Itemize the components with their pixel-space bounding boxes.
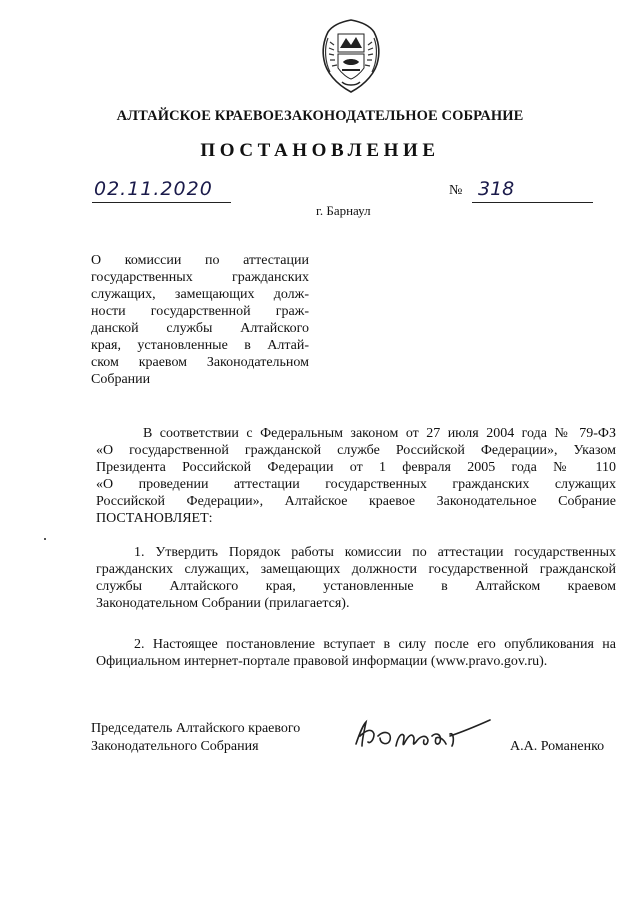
preamble-paragraph <box>96 425 616 527</box>
scan-speck <box>44 538 46 540</box>
subject-line: Собрании <box>91 372 151 387</box>
subject-line: ности государственной граж- <box>91 304 309 319</box>
subject-line: ском краевом Законодательном <box>91 355 309 370</box>
paragraph-line: службы Алтайского края, установленные в Алтайском краевом <box>96 579 616 594</box>
document-subject <box>91 252 309 388</box>
paragraph-line: ПОСТАНОВЛЯЕТ: <box>96 511 213 526</box>
subject-line: служащих, замещающих долж- <box>91 287 309 302</box>
document-type-title: ПОСТАНОВЛЕНИЕ <box>200 140 440 161</box>
paragraph-line: Российской Федерации», Алтайское краевое Законодательное Собрание <box>96 494 616 509</box>
paragraph-line: Президента Российской Федерации от 1 февраля 2005 года № 110 <box>96 460 616 475</box>
coat-of-arms-emblem <box>316 18 386 96</box>
document-date: 02.11.2020 <box>92 178 231 203</box>
signatory-name: А.А. Романенко <box>510 739 605 754</box>
paragraph-line: В соответствии с Федеральным законом от 27 июля 2004 года № 79-ФЗ <box>143 426 616 441</box>
subject-line: государственных гражданских <box>91 270 309 285</box>
city: г. Барнаул <box>316 203 371 218</box>
paragraph-line: «О проведении аттестации государственных гражданских служащих <box>96 477 616 492</box>
position-line: Председатель Алтайского краевого <box>91 721 301 736</box>
subject-line: О комиссии по аттестации <box>91 253 309 268</box>
subject-line: края, установленные в Алтай- <box>91 338 309 353</box>
paragraph-line: Официальном интернет-портале правовой информации (www.pravo.gov.ru). <box>96 654 548 669</box>
position-line: Законодательного Собрания <box>91 739 259 754</box>
organization-name: АЛТАЙСКОЕ КРАЕВОЕЗАКОНОДАТЕЛЬНОЕ СОБРАНИЕ <box>116 108 524 124</box>
item-2-paragraph <box>96 636 616 670</box>
paragraph-line: гражданских служащих, замещающих должности государственной гражданской <box>96 562 616 577</box>
subject-line: данской службы Алтайского <box>91 321 309 336</box>
number-label: № <box>449 183 463 198</box>
signatory-position <box>91 720 300 756</box>
paragraph-line: 2. Настоящее постановление вступает в силу после его опубликования на <box>134 637 616 652</box>
paragraph-line: Законодательном Собрании (прилагается). <box>96 596 350 611</box>
paragraph-line: «О государственной гражданской службе Российской Федерации», Указом <box>96 443 616 458</box>
paragraph-line: 1. Утвердить Порядок работы комиссии по аттестации государственных <box>134 545 616 560</box>
document-number: 318 <box>472 178 593 203</box>
handwritten-signature <box>350 706 520 756</box>
item-1-paragraph <box>96 544 616 612</box>
